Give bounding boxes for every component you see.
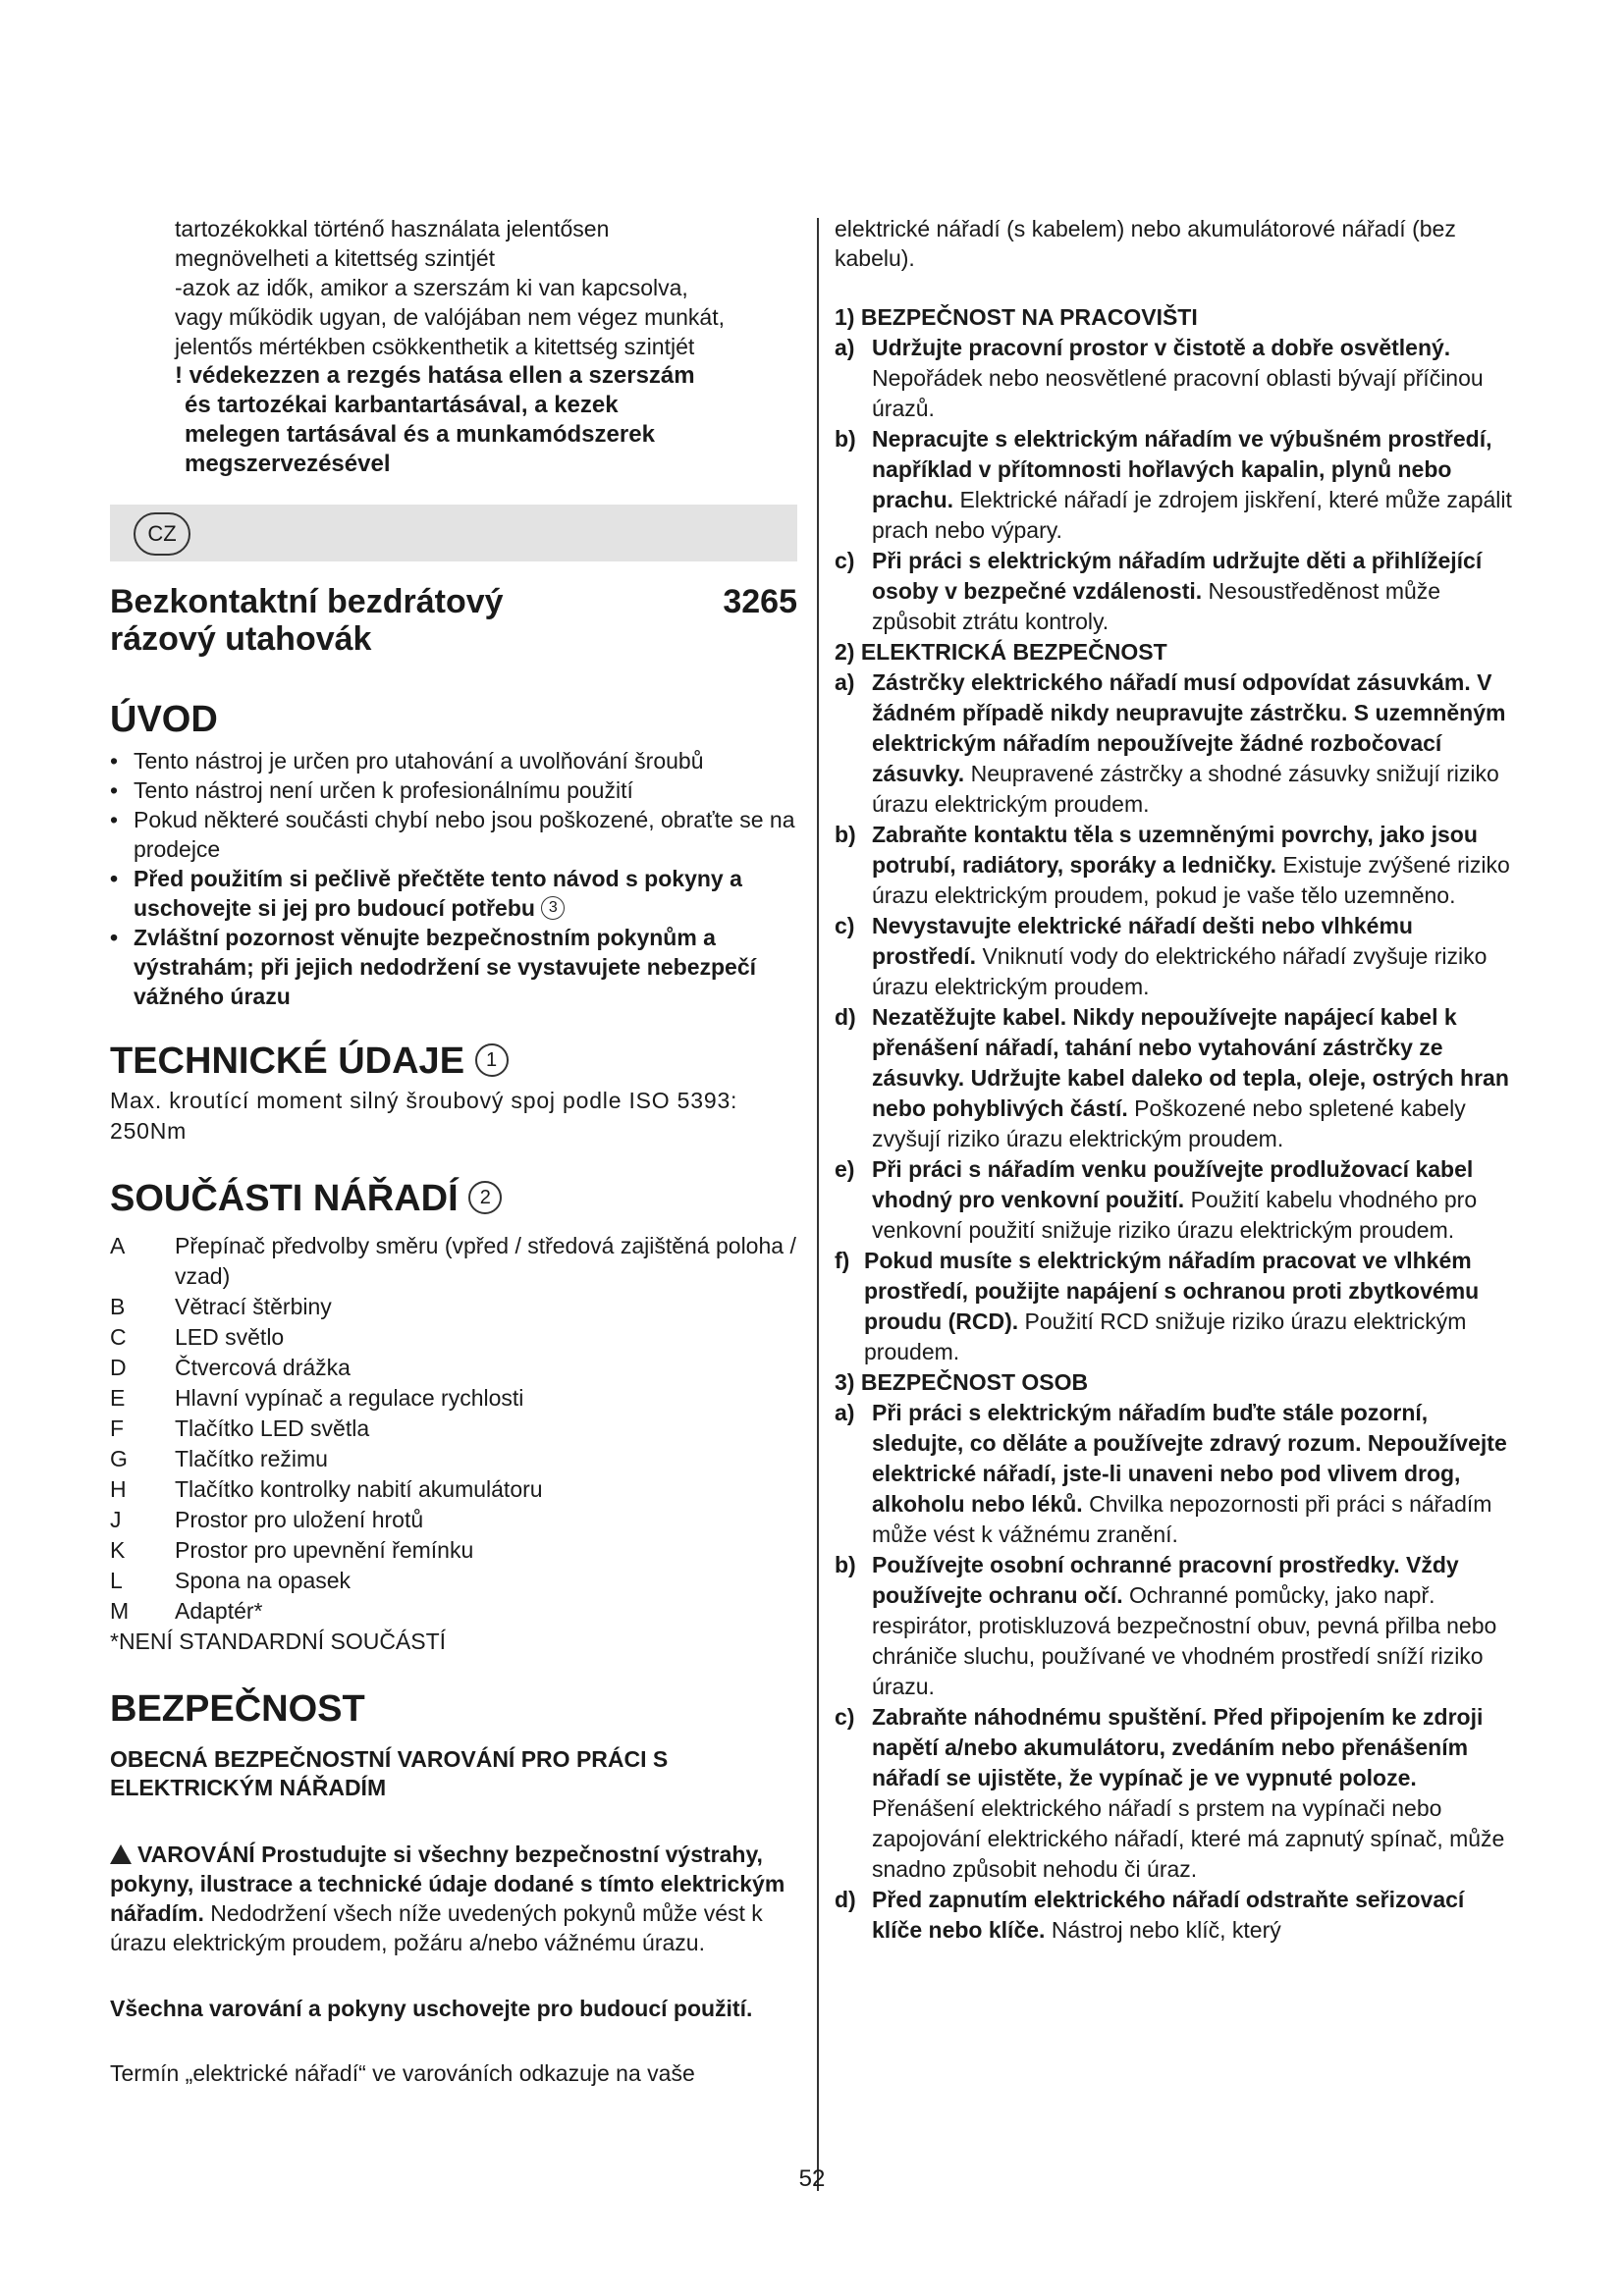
item-normal: Existuje zvýšené riziko úrazu elektrickým proudem, pokud je vaše tělo uzemněno. xyxy=(872,852,1510,908)
intro-warning-line: és tartozékai karbantartásával, a kezek xyxy=(185,392,619,418)
product-title-line: rázový utahovák xyxy=(110,620,372,658)
warning-text: Nedodržení všech níže uvedených pokynů může vést k úrazu elektrickým proudem, požáru a/nebo vážnému úrazu. xyxy=(110,1900,763,1955)
parts-row xyxy=(110,1322,797,1353)
item-text xyxy=(872,333,1512,424)
intro-line: megnövelheti a kitettség szintjét xyxy=(175,245,496,271)
parts-heading-text: SOUČÁSTI NÁŘADÍ xyxy=(110,1178,459,1219)
item-bold: Pokud musíte s elektrickým nářadím pracovat ve vlhkém prostředí, použijte napájení s ochranou proti zbytkovému proudu (RCD). xyxy=(864,1248,1480,1334)
part-name: Hlavní vypínač a regulace rychlosti xyxy=(175,1385,524,1411)
term-text: Termín „elektrické nářadí“ ve varováních odkazuje na vaše xyxy=(110,2060,695,2086)
figure-ref: 2 xyxy=(468,1181,502,1214)
part-name: Větrací štěrbiny xyxy=(175,1294,332,1319)
item-label: b) xyxy=(835,822,856,847)
warning-paragraph xyxy=(110,1840,797,1957)
safety-item xyxy=(835,424,1512,546)
tech-heading-text: TECHNICKÉ ÚDAJE xyxy=(110,1041,465,1082)
item-bold: Udržujte pracovní prostor v čistotě a dobře osvětlený. xyxy=(872,335,1451,360)
item-label: e) xyxy=(835,1156,855,1182)
part-letter: L xyxy=(110,1568,123,1593)
item-normal: Elektrické nářadí je zdrojem jiskření, které může zapálit prach nebo výpary. xyxy=(872,487,1512,543)
item-normal: Nepořádek nebo neosvětlené pracovní oblasti bývají příčinou úrazů. xyxy=(872,365,1484,421)
model-number: 3265 xyxy=(723,583,797,620)
section-title: 2) ELEKTRICKÁ BEZPEČNOST xyxy=(835,639,1167,665)
safety-item xyxy=(835,1002,1512,1154)
safety-item xyxy=(835,911,1512,1002)
language-badge: CZ xyxy=(134,512,190,556)
page-number: 52 xyxy=(798,2165,826,2192)
part-name: Čtvercová drážka xyxy=(175,1355,351,1380)
item-normal: Neupravené zástrčky a shodné zásuvky snižují riziko úrazu elektrickým proudem. xyxy=(872,761,1499,817)
parts-note: *NENÍ STANDARDNÍ SOUČÁSTÍ xyxy=(110,1629,447,1654)
part-name: Tlačítko LED světla xyxy=(175,1415,370,1441)
item-bold: Zabraňte náhodnému spuštění. Před připojením ke zdroji napětí a/nebo akumulátoru, zvedáním nebo přenášením nářadí se ujistěte, že vypínač je ve vypnuté poloze. xyxy=(872,1704,1484,1790)
tech-text: Max. kroutící moment silný šroubový spoj podle ISO 5393: 250Nm xyxy=(110,1088,738,1144)
parts-row xyxy=(110,1566,797,1596)
item-text xyxy=(872,1002,1512,1154)
item-normal: Nesoustředěnost může způsobit ztrátu kontroly. xyxy=(872,578,1441,634)
safety-item xyxy=(835,1702,1512,1885)
safety-item xyxy=(835,1885,1512,1946)
part-name: Prostor pro upevnění řemínku xyxy=(175,1537,474,1563)
item-text xyxy=(872,1885,1512,1946)
tech-heading xyxy=(110,1039,797,1084)
safety-item xyxy=(835,1398,1512,1550)
parts-row xyxy=(110,1292,797,1322)
item-label: b) xyxy=(835,426,856,452)
uvod-heading: ÚVOD xyxy=(110,699,218,740)
item-text xyxy=(872,424,1512,546)
intro-line: vagy működik ugyan, de valójában nem végez munkát, xyxy=(175,304,725,330)
item-normal: Poškozené nebo spletené kabely zvyšují riziko úrazu elektrickým proudem. xyxy=(872,1095,1466,1151)
part-letter: B xyxy=(110,1294,126,1319)
item-label: c) xyxy=(835,913,855,938)
list-item: • Tento nástroj je určen pro utahování a uvolňování šroubů xyxy=(110,746,797,775)
intro-warning-line: megszervezésével xyxy=(185,451,391,477)
part-letter: J xyxy=(110,1507,122,1532)
parts-row xyxy=(110,1474,797,1505)
item-label: c) xyxy=(835,548,855,573)
warning-icon xyxy=(110,1844,132,1864)
list-item xyxy=(110,864,797,923)
part-name: Adaptér* xyxy=(175,1598,263,1624)
item-bold: Nezatěžujte kabel. Nikdy nepoužívejte napájecí kabel k přenášení nářadí, tahání nebo vytahování zástrčky ze zásuvky. Udržujte kabel daleko od tepla, oleje, ostrých hran nebo pohyblivých částí. xyxy=(872,1004,1509,1121)
list-item: • Pokud některé součásti chybí nebo jsou poškozené, obraťte se na prodejce xyxy=(110,805,797,864)
intro-continuation xyxy=(110,214,797,479)
part-name: Spona na opasek xyxy=(175,1568,352,1593)
item-bold: Nepracujte s elektrickým nářadím ve výbušném prostředí, například v přítomnosti hořlavých kapalin, plynů nebo prachu. xyxy=(872,426,1492,512)
product-title-line: Bezkontaktní bezdrátový xyxy=(110,583,504,620)
item-text xyxy=(864,1246,1512,1367)
part-letter: H xyxy=(110,1476,127,1502)
part-letter: G xyxy=(110,1446,128,1471)
parts-row xyxy=(110,1414,797,1444)
section-title: 1) BEZPEČNOST NA PRACOVIŠTI xyxy=(835,304,1198,330)
safety-item xyxy=(835,1246,1512,1367)
item-text xyxy=(872,911,1512,1002)
item-text xyxy=(872,820,1512,911)
item-bold: Zabraňte kontaktu těla s uzemněnými povrchy, jako jsou potrubí, radiátory, sporáky a ledničky. xyxy=(872,822,1478,878)
item-label: a) xyxy=(835,669,855,695)
item-text xyxy=(872,1550,1512,1702)
parts-row xyxy=(110,1535,797,1566)
item-normal: Použití RCD snižuje riziko úrazu elektrickým proudem. xyxy=(864,1308,1467,1364)
part-name: Tlačítko kontrolky nabití akumulátoru xyxy=(175,1476,543,1502)
item-normal: Chvilka nepozornosti při práci s nářadím může vést k vážnému zranění. xyxy=(872,1491,1492,1547)
item-bold: Používejte osobní ochranné pracovní prostředky. Vždy používejte ochranu očí. xyxy=(872,1552,1459,1608)
item-bold: Při práci s elektrickým nářadím buďte stále pozorní, sledujte, co děláte a používejte zdravý rozum. Nepoužívejte elektrické nářadí, jste-li unaveni nebo pod vlivem drog, alkoholu nebo léků. xyxy=(872,1400,1507,1517)
part-name: Prostor pro uložení hrotů xyxy=(175,1507,424,1532)
column-divider xyxy=(817,218,819,2191)
item-bold: Před zapnutím elektrického nářadí odstraňte seřizovací klíče nebo klíče. xyxy=(872,1887,1465,1943)
item-label: d) xyxy=(835,1004,856,1030)
part-name: Přepínač předvolby směru (vpřed / středová zajištěná poloha / vzad) xyxy=(175,1233,796,1289)
item-text xyxy=(872,546,1512,637)
parts-row xyxy=(110,1231,797,1292)
parts-row xyxy=(110,1353,797,1383)
item-bold: Při práci s nářadím venku používejte prodlužovací kabel vhodný pro venkovní použití. xyxy=(872,1156,1474,1212)
part-letter: M xyxy=(110,1598,130,1624)
list-item: • Tento nástroj není určen k profesionálnímu použití xyxy=(110,775,797,805)
language-bar xyxy=(110,505,797,561)
safety-item xyxy=(835,1154,1512,1246)
continued-text: elektrické nářadí (s kabelem) nebo akumulátorové nářadí (bez kabelu). xyxy=(835,216,1456,271)
parts-heading xyxy=(110,1176,797,1221)
parts-row xyxy=(110,1444,797,1474)
part-letter: D xyxy=(110,1355,127,1380)
part-letter: C xyxy=(110,1324,127,1350)
safety-item xyxy=(835,1550,1512,1702)
list-item: • Zvláštní pozornost věnujte bezpečnostním pokynům a výstrahám; při jejich nedodržení se vystavujete nebezpečí vážného úrazu xyxy=(110,923,797,1011)
safety-item xyxy=(835,546,1512,637)
parts-row xyxy=(110,1505,797,1535)
safety-item xyxy=(835,333,1512,424)
list-item-text: Před použitím si pečlivě přečtěte tento návod s pokyny a uschovejte si jej pro budoucí potřebu xyxy=(134,866,742,921)
part-letter: E xyxy=(110,1385,126,1411)
parts-list xyxy=(110,1231,797,1657)
item-text xyxy=(872,1702,1512,1885)
item-bold: Zástrčky elektrického nářadí musí odpovídat zásuvkám. V žádném případě nikdy neupravujte zástrčku. S uzemněným elektrickým nářadím nepoužívejte žádné rozbočovací zásuvky. xyxy=(872,669,1506,786)
uvod-list xyxy=(110,746,797,1011)
part-letter: A xyxy=(110,1233,126,1258)
intro-line: -azok az idők, amikor a szerszám ki van kapcsolva, xyxy=(175,275,688,300)
part-name: Tlačítko režimu xyxy=(175,1446,328,1471)
warning-bold-text: VAROVÁNÍ Prostudujte si všechny bezpečnostní výstrahy, pokyny, ilustrace a technické údaje dodané s tímto elektrickým nářadím. xyxy=(110,1842,785,1926)
keep-instructions: Všechna varování a pokyny uschovejte pro budoucí použití. xyxy=(110,1996,753,2021)
parts-row xyxy=(110,1383,797,1414)
item-label: b) xyxy=(835,1552,856,1577)
item-normal: Ochranné pomůcky, jako např. respirátor, protiskluzová bezpečnostní obuv, pevná přilba nebo chrániče sluchu, používané ve vhodném prostředí sníží riziko úrazu. xyxy=(872,1582,1497,1699)
item-label: a) xyxy=(835,1400,855,1425)
intro-line: jelentős mértékben csökkenthetik a kitettség szintjét xyxy=(175,334,695,359)
item-text xyxy=(872,1154,1512,1246)
item-normal: Vniknutí vody do elektrického nářadí zvyšuje riziko úrazu elektrickým proudem. xyxy=(872,943,1488,999)
safety-heading: BEZPEČNOST xyxy=(110,1688,365,1730)
safety-item xyxy=(835,820,1512,911)
item-normal: Nástroj nebo klíč, který xyxy=(1051,1917,1281,1943)
item-label: f) xyxy=(835,1248,850,1273)
figure-ref: 3 xyxy=(541,896,565,920)
item-label: a) xyxy=(835,335,855,360)
safety-subheading: OBECNÁ BEZPEČNOSTNÍ VAROVÁNÍ PRO PRÁCI S ELEKTRICKÝM NÁŘADÍM xyxy=(110,1746,669,1800)
item-label: c) xyxy=(835,1704,855,1730)
item-bold: Při práci s elektrickým nářadím udržujte děti a přihlížející osoby v bezpečné vzdálenosti. xyxy=(872,548,1483,604)
section-title: 3) BEZPEČNOST OSOB xyxy=(835,1369,1089,1395)
product-title xyxy=(110,583,660,658)
intro-line: tartozékokkal történő használata jelentősen xyxy=(175,216,610,241)
item-bold: Nevystavujte elektrické nářadí dešti nebo vlhkému prostředí. xyxy=(872,913,1413,969)
safety-item xyxy=(835,667,1512,820)
item-label: d) xyxy=(835,1887,856,1912)
item-text xyxy=(872,1398,1512,1550)
right-column xyxy=(835,214,1512,1946)
intro-warning-line: melegen tartásával és a munkamódszerek xyxy=(185,421,655,448)
product-title-block xyxy=(110,583,797,658)
figure-ref: 1 xyxy=(475,1043,509,1077)
part-letter: F xyxy=(110,1415,125,1441)
left-column xyxy=(110,214,797,2089)
item-normal: Přenášení elektrického nářadí s prstem na vypínači nebo zapojování elektrického nářadí, které má zapnutý spínač, může snadno způsobit nehodu či úraz. xyxy=(872,1795,1505,1882)
item-text xyxy=(872,667,1512,820)
part-letter: K xyxy=(110,1537,126,1563)
parts-row xyxy=(110,1596,797,1627)
item-normal: Použití kabelu vhodného pro venkovní použití snižuje riziko úrazu elektrickým proudem. xyxy=(872,1187,1478,1243)
intro-warning-line: ! védekezzen a rezgés hatása ellen a szerszám xyxy=(175,362,695,389)
part-name: LED světlo xyxy=(175,1324,285,1350)
